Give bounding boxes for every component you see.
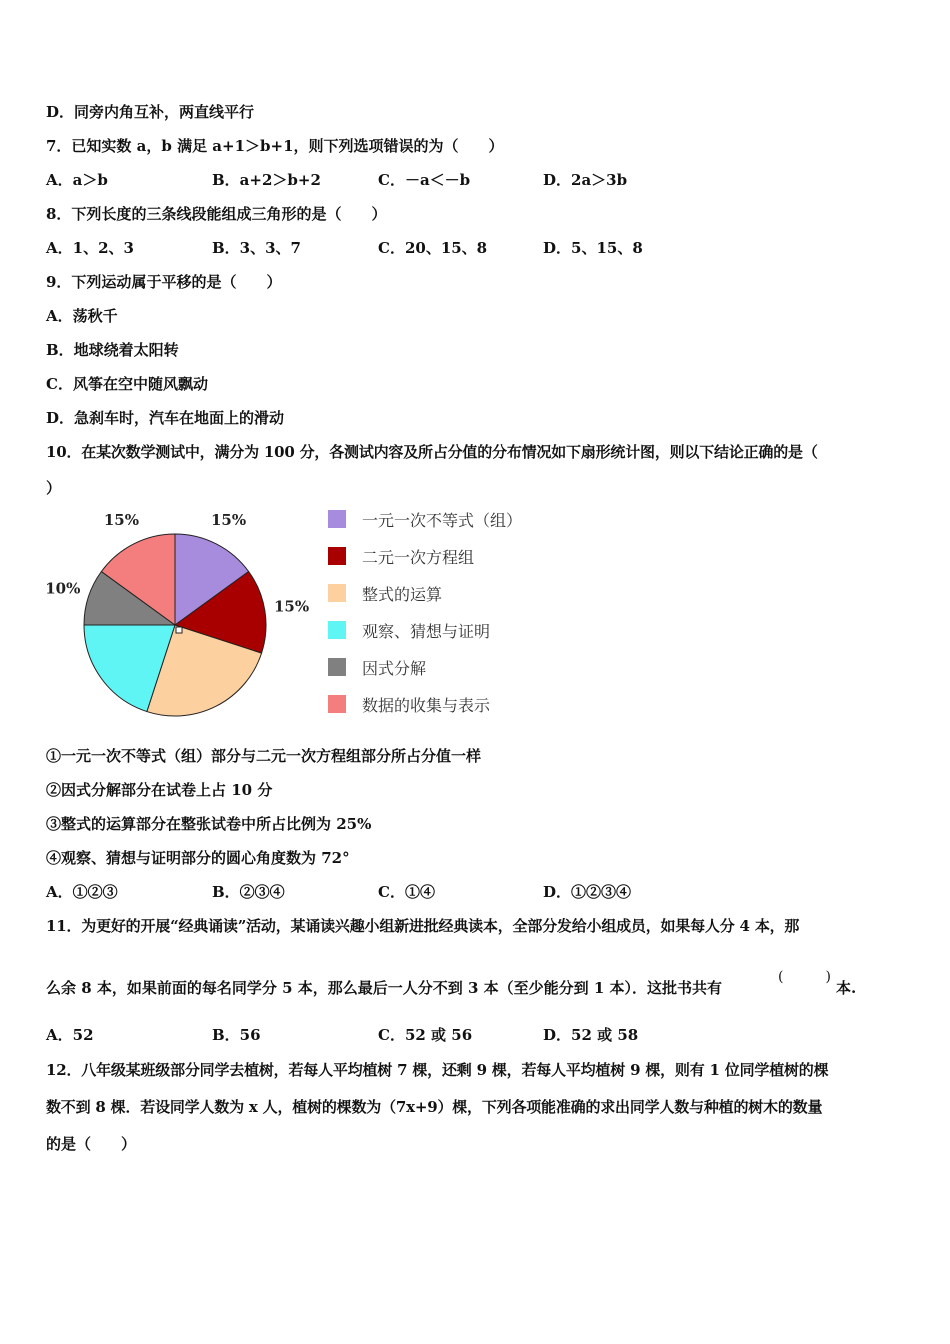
legend-swatch xyxy=(328,621,346,639)
q8-option-d: D．5、15、8 xyxy=(543,239,643,257)
pie-data-label: 15% xyxy=(103,510,139,529)
q8-stem: 8．下列长度的三条线段能组成三角形的是（ ） xyxy=(46,205,387,223)
q11-option-b: B．56 xyxy=(212,1026,261,1044)
legend-swatch xyxy=(328,658,346,676)
legend-label: 一元一次不等式（组） xyxy=(362,511,523,530)
q11-option-a: A．52 xyxy=(46,1026,94,1044)
legend-label: 二元一次方程组 xyxy=(362,548,475,567)
q8-option-a: A．1、2、3 xyxy=(46,239,134,257)
q10-stem-line1: 10．在某次数学测试中，满分为 100 分，各测试内容及所占分值的分布情况如下扇形统计图，则以下结论正确的是（ xyxy=(46,443,818,461)
legend-label: 数据的收集与表示 xyxy=(362,696,491,715)
q7-option-a: A．a＞b xyxy=(46,171,108,189)
pie-data-label: 15% xyxy=(273,597,310,616)
q11-option-d: D．52 或 58 xyxy=(543,1026,639,1044)
q11-stem-line2: 么余 8 本，如果前面的每名同学分 5 本，那么最后一人分不到 3 本（至少能分到 1 本）．这批书共有 xyxy=(46,979,723,997)
q10-option-a: A．①②③ xyxy=(46,883,118,901)
q9-option-c: C．风筝在空中随风飘动 xyxy=(46,375,208,393)
q7-stem: 7．已知实数 a，b 满足 a+1＞b+1，则下列选项错误的为（ ） xyxy=(46,137,504,155)
q9-option-d: D．急刹车时，汽车在地面上的滑动 xyxy=(46,409,285,427)
q7-option-b: B．a+2＞b+2 xyxy=(212,171,321,189)
q11-stem-line1: 11．为更好的开展“经典诵读”活动，某诵读兴趣小组新进批经典读本，全部分发给小组成员，如果每人分 4 本，那 xyxy=(46,917,800,935)
legend-swatch xyxy=(328,584,346,602)
q9-option-b: B．地球绕着太阳转 xyxy=(46,341,179,359)
q10-option-b: B．②③④ xyxy=(212,883,285,901)
q12-stem-line1: 12．八年级某班级部分同学去植树，若每人平均植树 7 棵，还剩 9 棵，若每人平均植树 9 棵，则有 1 位同学植树的棵 xyxy=(46,1061,829,1079)
q9-option-a: A．荡秋千 xyxy=(46,307,118,325)
legend-label: 观察、猜想与证明 xyxy=(362,622,491,641)
q8-option-b: B．3、3、7 xyxy=(212,239,301,257)
q9-stem: 9．下列运动属于平移的是（ ） xyxy=(46,273,282,291)
q10-option-c: C．①④ xyxy=(378,883,435,901)
q10-statement-3: ③整式的运算部分在整张试卷中所占比例为 25% xyxy=(46,815,372,833)
legend-label: 因式分解 xyxy=(362,659,427,678)
q11-option-c: C．52 或 56 xyxy=(378,1026,473,1044)
legend-swatch xyxy=(328,547,346,565)
q7-option-c: C．－a＜－b xyxy=(378,171,471,189)
q10-statement-1: ①一元一次不等式（组）部分与二元一次方程组部分所占分值一样 xyxy=(46,747,482,765)
pie-center-marker xyxy=(176,627,182,633)
q11-answer-blank: ( ) xyxy=(778,969,831,985)
q12-stem-line3: 的是（ ） xyxy=(46,1135,137,1153)
legend-swatch xyxy=(328,510,346,528)
q6-option-d: D．同旁内角互补，两直线平行 xyxy=(46,103,255,121)
q10-statement-2: ②因式分解部分在试卷上占 10 分 xyxy=(46,781,273,799)
q8-option-c: C．20、15、8 xyxy=(378,239,488,257)
q10-stem-line2: ） xyxy=(46,479,62,497)
q7-option-d: D．2a＞3b xyxy=(543,171,628,189)
q12-stem-line2: 数不到 8 棵．若设同学人数为 x 人，植树的棵数为（7x+9）棵，下列各项能准确的求出同学人数与种植的树木的数量 xyxy=(46,1098,823,1116)
pie-data-label: 15% xyxy=(211,510,247,529)
pie-data-label: 10% xyxy=(45,579,81,598)
legend-label: 整式的运算 xyxy=(362,585,443,604)
q10-option-d: D．①②③④ xyxy=(543,883,632,901)
q10-statement-4: ④观察、猜想与证明部分的圆心角度数为 72° xyxy=(46,849,350,867)
legend-swatch xyxy=(328,695,346,713)
q11-stem-end: 本. xyxy=(836,979,857,997)
pie-chart xyxy=(30,505,310,730)
